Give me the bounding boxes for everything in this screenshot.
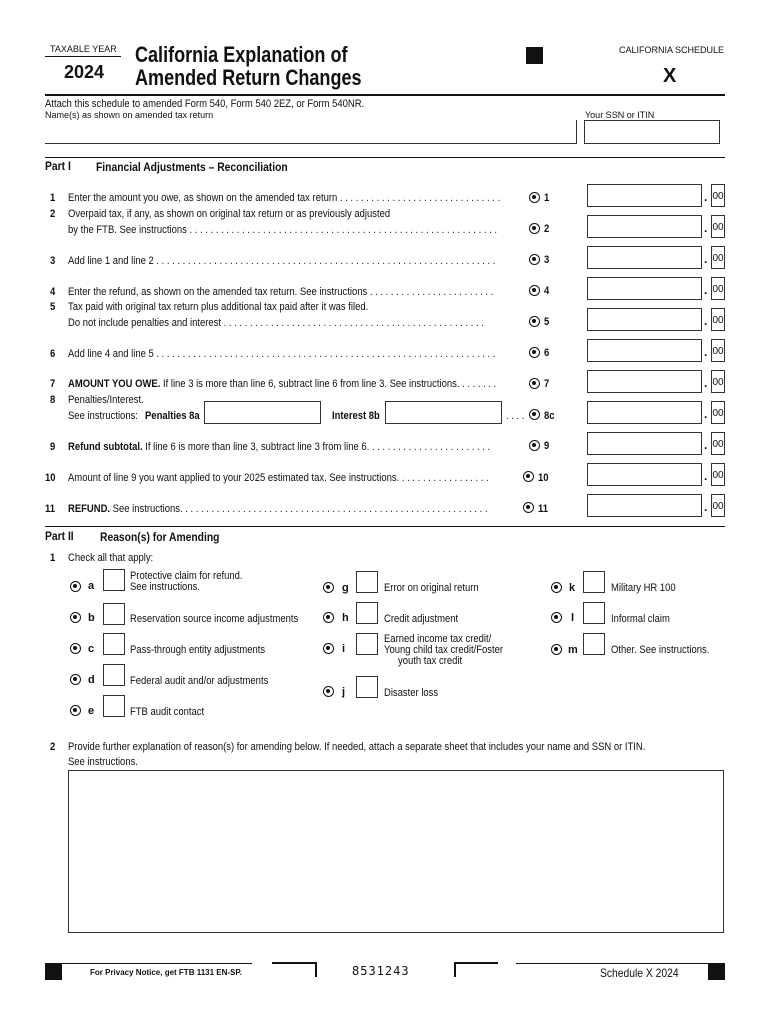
bullet-icon (523, 502, 534, 513)
line7-amount-field[interactable] (587, 370, 702, 393)
ssn-field[interactable] (584, 120, 720, 144)
decimal-point: . (704, 252, 708, 266)
line4-amount-field[interactable] (587, 277, 702, 300)
part1-title: Financial Adjustments – Reconciliation (96, 160, 288, 174)
reason-b-checkbox[interactable] (103, 603, 125, 625)
line9-instruction: If line 6 is more than line 3, subtract line 3 from line 6. . . . . . . . . . . . . . . . . . . . . . . . (142, 441, 491, 453)
box-number: 7 (544, 378, 550, 390)
box-number: 11 (538, 503, 549, 515)
bullet-icon (323, 582, 334, 593)
reason-g-checkbox[interactable] (356, 571, 378, 593)
header-rule (45, 94, 725, 96)
decimal-point: . (704, 221, 708, 235)
line-number: 1 (50, 552, 56, 564)
box-number: 8c (544, 410, 555, 422)
check-all-text: Check all that apply: (68, 552, 154, 564)
line9-cents: 00 (711, 432, 725, 455)
reason-g-label: Error on original return (384, 582, 479, 594)
line-number: 11 (45, 503, 56, 515)
divider (45, 56, 121, 57)
form-code: 8531243 (352, 964, 410, 978)
line10-text: Amount of line 9 you want applied to your 2025 estimated tax. See instructions. . . . . . . . . . . . . . . . . . (68, 472, 489, 484)
bullet-icon (551, 644, 562, 655)
form-title-line2: Amended Return Changes (135, 65, 362, 90)
line9-amount-field[interactable] (587, 432, 702, 455)
divider (516, 963, 708, 964)
reason-letter: d (88, 674, 95, 686)
line2-text: Overpaid tax, if any, as shown on original tax return or as previously adjusted (68, 208, 391, 220)
divider (45, 157, 725, 158)
reason-letter: l (571, 612, 575, 624)
box-number: 5 (544, 316, 550, 328)
line-number: 2 (50, 741, 56, 753)
corner-mark (454, 962, 498, 964)
name-field[interactable] (45, 120, 577, 144)
line-number: 4 (50, 286, 56, 298)
box-number: 4 (544, 285, 550, 297)
taxable-year-label: TAXABLE YEAR (50, 44, 117, 54)
line8-text: Penalties/Interest. (68, 394, 144, 406)
line1-amount-field[interactable] (587, 184, 702, 207)
line1-cents: 00 (711, 184, 725, 207)
box-number: 2 (544, 223, 550, 235)
reason-m-label: Other. See instructions. (611, 644, 710, 656)
decimal-point: . (704, 376, 708, 390)
reason-c-checkbox[interactable] (103, 633, 125, 655)
attach-instruction: Attach this schedule to amended Form 540, Form 540 2EZ, or Form 540NR. (45, 98, 365, 110)
reason-letter: k (569, 582, 576, 594)
reason-d-checkbox[interactable] (103, 664, 125, 686)
decimal-point: . (704, 500, 708, 514)
line7-instruction: If line 3 is more than line 6, subtract line 6 from line 3. See instructions. . . . . . . . (160, 378, 497, 390)
line6-text: Add line 4 and line 5 . . . . . . . . . . . . . . . . . . . . . . . . . . . . . . . . . . . . . . . . . . . . . . . . . . . . . . . . . . . . . . . . . (68, 348, 496, 360)
divider (62, 963, 252, 964)
reason-e-label: FTB audit contact (130, 706, 205, 718)
reason-letter: b (88, 612, 95, 624)
explanation-instruction: Provide further explanation of reason(s) for amending below. If needed, attach a separate sheet that includes your name and SSN or ITIN. (68, 741, 646, 753)
line-number: 7 (50, 378, 56, 390)
reason-l-label: Informal claim (611, 613, 670, 625)
box-number: 10 (538, 472, 549, 484)
bullet-icon (70, 612, 81, 623)
reason-i-label-cont: Young child tax credit/Foster (384, 644, 504, 656)
reason-letter: h (342, 612, 349, 624)
box-number: 3 (544, 254, 550, 266)
line4-cents: 00 (711, 277, 725, 300)
name-label: Name(s) as shown on amended tax return (45, 110, 214, 120)
tax-year: 2024 (64, 62, 105, 82)
schedule-letter: X (663, 65, 677, 87)
divider (45, 526, 725, 527)
interest-8b-label: Interest 8b (332, 410, 380, 422)
line9-bold-label: Refund subtotal. (68, 441, 143, 453)
reason-a-label: Protective claim for refund. (130, 570, 243, 582)
line3-amount-field[interactable] (587, 246, 702, 269)
line-number: 8 (50, 394, 56, 406)
reason-d-label: Federal audit and/or adjustments (130, 675, 269, 687)
decimal-point: . (704, 283, 708, 297)
decimal-point: . (704, 190, 708, 204)
line11-cents: 00 (711, 494, 725, 517)
reason-j-label: Disaster loss (384, 687, 439, 699)
part2-label: Part II (45, 529, 74, 543)
bullet-icon (529, 192, 540, 203)
bullet-icon (323, 643, 334, 654)
line4-text: Enter the refund, as shown on the amended tax return. See instructions . . . . . . . . . . . . . . . . . . . . . . . . (68, 286, 494, 298)
schedule-footer: Schedule X 2024 (600, 966, 679, 980)
bullet-icon (70, 674, 81, 685)
registration-mark (708, 963, 725, 980)
reason-i-label: Earned income tax credit/ (384, 633, 492, 645)
bullet-icon (551, 612, 562, 623)
box-number: 9 (544, 440, 550, 452)
line11-amount-field[interactable] (587, 494, 702, 517)
line-number: 5 (50, 301, 56, 313)
bullet-icon (529, 316, 540, 327)
line2-text-cont: by the FTB. See instructions . . . . . . . . . . . . . . . . . . . . . . . . . . . . . . . . . . . . . . . . . . . . . . . . . . . . . . . . . . . (68, 224, 497, 236)
reason-c-label: Pass-through entity adjustments (130, 644, 266, 656)
line8c-amount-field[interactable] (587, 401, 702, 424)
reason-m-checkbox[interactable] (583, 633, 605, 655)
reason-i-checkbox[interactable] (356, 633, 378, 655)
reason-letter: i (342, 643, 346, 655)
line-number: 10 (45, 472, 56, 484)
line-number: 9 (50, 441, 56, 453)
decimal-point: . (704, 314, 708, 328)
ssn-label: Your SSN or ITIN (585, 110, 655, 120)
reason-j-checkbox[interactable] (356, 676, 378, 698)
corner-mark (272, 962, 316, 964)
reason-letter: m (568, 644, 578, 656)
bullet-icon (529, 409, 540, 420)
reason-letter: a (88, 580, 95, 592)
penalties-8a-label: Penalties 8a (145, 410, 200, 422)
bullet-icon (70, 643, 81, 654)
reason-i-label-cont2: youth tax credit (398, 655, 463, 667)
box-number: 6 (544, 347, 550, 359)
line11-text (68, 503, 487, 515)
reason-letter: g (342, 582, 349, 594)
bullet-icon (70, 581, 81, 592)
line8-see-instructions: See instructions: (68, 410, 138, 422)
bullet-icon (70, 705, 81, 716)
line3-cents: 00 (711, 246, 725, 269)
line9-text (68, 441, 490, 453)
reason-letter: j (342, 686, 346, 698)
line10-amount-field[interactable] (587, 463, 702, 486)
registration-mark (526, 47, 543, 64)
line-number: 1 (50, 192, 56, 204)
decimal-point: . (704, 407, 708, 421)
line7-cents: 00 (711, 370, 725, 393)
bullet-icon (523, 471, 534, 482)
bullet-icon (323, 612, 334, 623)
decimal-point: . (704, 345, 708, 359)
decimal-point: . (704, 469, 708, 483)
line11-bold-label: REFUND. (68, 503, 111, 515)
reason-e-checkbox[interactable] (103, 695, 125, 717)
part2-title: Reason(s) for Amending (100, 530, 220, 544)
line5-text: Tax paid with original tax return plus additional tax paid after it was filed. (68, 301, 369, 313)
bullet-icon (323, 686, 334, 697)
interest-8b-field[interactable] (385, 401, 502, 424)
corner-mark (315, 962, 317, 977)
line-number: 2 (50, 208, 56, 220)
explanation-see-instructions: See instructions. (68, 756, 138, 768)
reason-l-checkbox[interactable] (583, 602, 605, 624)
line7-bold-label: AMOUNT YOU OWE. (68, 378, 161, 390)
reason-letter: c (88, 643, 95, 655)
dot-leader: . . . . (506, 410, 525, 422)
line-number: 6 (50, 348, 56, 360)
privacy-notice: For Privacy Notice, get FTB 1131 EN-SP. (90, 968, 242, 977)
bullet-icon (529, 440, 540, 451)
line1-text: Enter the amount you owe, as shown on the amended tax return . . . . . . . . . . . . . . . . . . . . . . . . . . . . . . . (68, 192, 501, 204)
line2-cents: 00 (711, 215, 725, 238)
bullet-icon (529, 285, 540, 296)
line5-text-cont: Do not include penalties and interest . . . . . . . . . . . . . . . . . . . . . . . . . . . . . . . . . . . . . . . . . . . . . . . . . . (68, 317, 484, 329)
line5-amount-field[interactable] (587, 308, 702, 331)
line11-instruction: See instructions. . . . . . . . . . . . . . . . . . . . . . . . . . . . . . . . . . . . . . . . . . . . . . . . . . . . . . . . . . . (110, 503, 488, 515)
line8c-cents: 00 (711, 401, 725, 424)
reason-h-checkbox[interactable] (356, 602, 378, 624)
line10-cents: 00 (711, 463, 725, 486)
line6-cents: 00 (711, 339, 725, 362)
reason-h-label: Credit adjustment (384, 613, 459, 625)
form-title-line1: California Explanation of (135, 42, 348, 67)
line7-text (68, 378, 496, 390)
registration-mark (45, 963, 62, 980)
line-number: 3 (50, 255, 56, 267)
reason-k-checkbox[interactable] (583, 571, 605, 593)
reason-b-label: Reservation source income adjustments (130, 613, 299, 625)
reason-a-checkbox[interactable] (103, 569, 125, 591)
bullet-icon (551, 582, 562, 593)
bullet-icon (529, 254, 540, 265)
reason-letter: e (88, 705, 95, 717)
schedule-label: CALIFORNIA SCHEDULE (619, 45, 725, 55)
penalties-8a-field[interactable] (204, 401, 321, 424)
box-number: 1 (544, 192, 550, 204)
part1-label: Part I (45, 159, 71, 173)
line2-amount-field[interactable] (587, 215, 702, 238)
reason-k-label: Military HR 100 (611, 582, 676, 594)
line6-amount-field[interactable] (587, 339, 702, 362)
line5-cents: 00 (711, 308, 725, 331)
corner-mark (454, 962, 456, 977)
reason-a-label-cont: See instructions. (130, 581, 200, 593)
decimal-point: . (704, 438, 708, 452)
line3-text: Add line 1 and line 2 . . . . . . . . . . . . . . . . . . . . . . . . . . . . . . . . . . . . . . . . . . . . . . . . . . . . . . . . . . . . . . . . . (68, 255, 496, 267)
bullet-icon (529, 347, 540, 358)
bullet-icon (529, 223, 540, 234)
bullet-icon (529, 378, 540, 389)
explanation-textarea[interactable] (68, 770, 724, 933)
